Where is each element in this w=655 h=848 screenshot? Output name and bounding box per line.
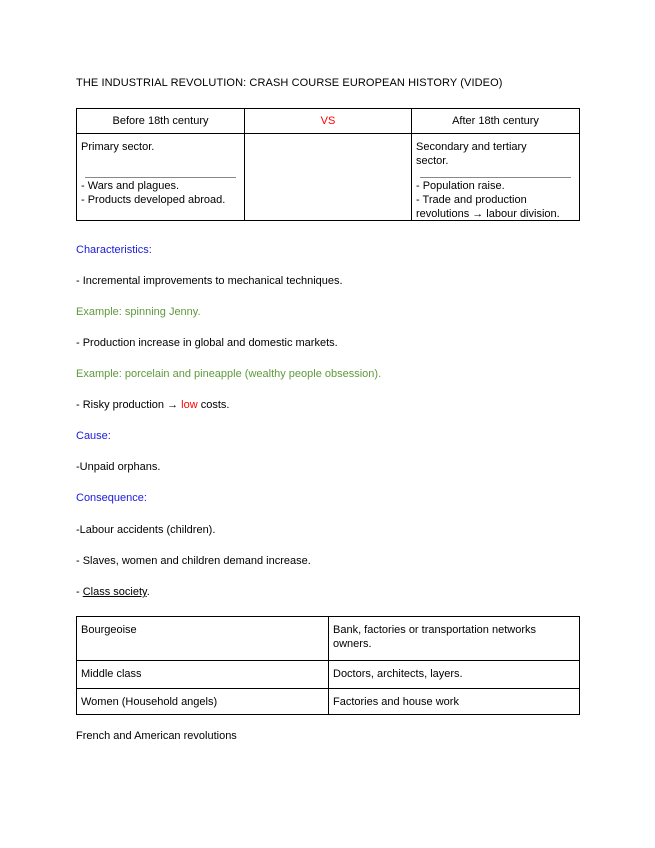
item3-highlight: low — [181, 399, 198, 411]
example-text: Example: porcelain and pineapple (wealthy people obsession). — [76, 368, 382, 380]
class-name: Bourgeoise — [77, 617, 329, 661]
example-text: Example: spinning Jenny. — [76, 306, 201, 318]
cause-heading: Cause: — [76, 430, 111, 442]
characteristic-item: - Production increase in global and domestic markets. — [76, 337, 338, 349]
item3-prefix: - Risky production → — [76, 399, 182, 411]
after-divider — [420, 177, 571, 178]
vs-cell — [245, 134, 412, 221]
class-desc — [329, 661, 580, 689]
class-desc — [329, 617, 580, 661]
cons3-prefix: - — [76, 586, 83, 598]
characteristic-item — [76, 399, 229, 411]
class-name: Women (Household angels) — [77, 689, 329, 715]
class-row — [77, 617, 580, 661]
characteristics-heading: Characteristics: — [76, 244, 152, 256]
class-row — [77, 661, 580, 689]
after-cell — [412, 134, 580, 221]
class-desc-line: owners. — [333, 638, 372, 650]
before-item: - Products developed abroad. — [81, 194, 226, 206]
class-desc-line: Bank, factories or transportation networks — [333, 624, 536, 636]
header-before: Before 18th century — [77, 109, 245, 134]
class-desc — [329, 689, 580, 715]
comparison-header-row — [77, 109, 580, 134]
class-desc-line: Factories and house work — [333, 696, 459, 708]
after-top-line: Secondary and tertiary — [416, 141, 527, 153]
before-top: Primary sector. — [81, 141, 155, 153]
after-item: - Trade and production — [416, 194, 527, 206]
before-divider — [85, 177, 236, 178]
after-item: revolutions → labour division. — [416, 208, 560, 220]
consequence-heading: Consequence: — [76, 492, 147, 504]
class-row — [77, 689, 580, 715]
class-name: Middle class — [77, 661, 329, 689]
class-desc-line: Doctors, architects, layers. — [333, 668, 463, 680]
footer-text: French and American revolutions — [76, 730, 237, 742]
header-vs: VS — [245, 109, 412, 134]
consequence-item: -Labour accidents (children). — [76, 524, 216, 536]
cause-item: -Unpaid orphans. — [76, 461, 161, 473]
class-society-link[interactable]: Class society — [82, 586, 147, 598]
after-item: - Population raise. — [416, 180, 505, 192]
consequence-item: - Slaves, women and children demand increase. — [76, 555, 311, 567]
page-title: THE INDUSTRIAL REVOLUTION: CRASH COURSE EUROPEAN HISTORY (VIDEO) — [76, 77, 503, 89]
characteristic-item: - Incremental improvements to mechanical techniques. — [76, 275, 343, 287]
header-after: After 18th century — [412, 109, 580, 134]
item3-suffix: costs. — [197, 399, 230, 411]
before-item: - Wars and plagues. — [81, 180, 180, 192]
before-cell — [77, 134, 245, 221]
cons3-suffix: . — [146, 586, 150, 598]
class-table — [76, 616, 580, 715]
comparison-body-row — [77, 134, 580, 221]
consequence-item — [76, 586, 150, 598]
comparison-table — [76, 108, 580, 221]
after-top-line: sector. — [416, 155, 449, 167]
